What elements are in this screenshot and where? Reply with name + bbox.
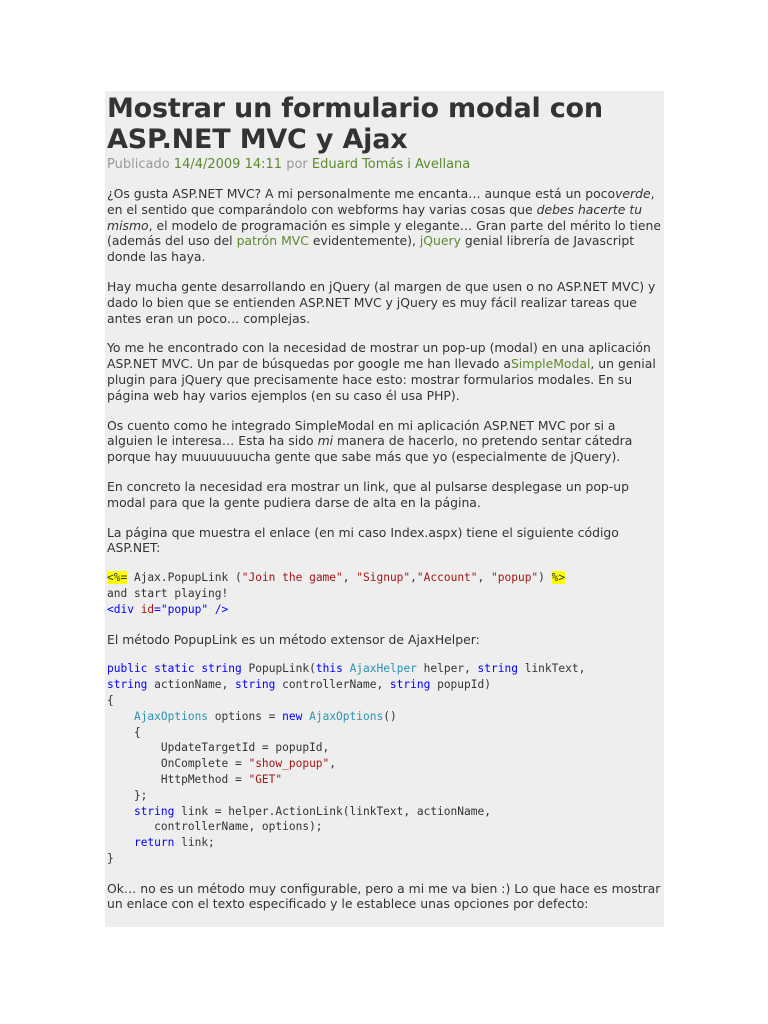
paragraph-4 [107, 418, 661, 465]
emphasis: mi [317, 433, 334, 449]
text-run: , en el sentido que comparándolo con webforms hay varias cosas que [107, 186, 655, 217]
code-token: UpdateTargetId = popupId, [107, 741, 330, 755]
code-token: this [315, 662, 343, 676]
text-run: Os cuento como he integrado SimpleModal en mi aplicación ASP.NET MVC por si a alguien le interesa… Esta ha sido [107, 417, 616, 449]
code-token: popupId) [430, 678, 491, 692]
code-token: = [154, 602, 161, 616]
code-token: PopupLink( [241, 662, 316, 676]
code-token: <div [107, 602, 141, 616]
article-meta [107, 156, 661, 174]
simplemodal-link[interactable]: SimpleModal [510, 356, 591, 372]
code-token: HttpMethod = [107, 772, 249, 786]
code-token: id [140, 602, 155, 616]
paragraph-7: El método PopupLink es un método extensor de AjaxHelper: [107, 631, 480, 647]
code-token: controllerName, [275, 678, 390, 692]
paragraph-1 [107, 186, 661, 265]
text-run: evidentemente), [312, 233, 416, 249]
code-token: helper, [416, 662, 478, 676]
code-token: , [329, 757, 337, 771]
code-token: ) [538, 571, 552, 585]
jquery-link[interactable]: jQuery [419, 233, 461, 249]
paragraph-6: La página que muestra el enlace (en mi caso Index.aspx) tiene el siguiente código ASP.NET: [107, 524, 619, 556]
code-token: string [201, 662, 242, 676]
text-run: Yo me he encontrado con la necesidad de mostrar un pop-up (modal) en una aplicación ASP.NET MVC. Un par de búsquedas por google me han llevado a [107, 340, 651, 372]
text-run: ¿Os gusta ASP.NET MVC? A mi personalmente me encanta… aunque está un poco [107, 186, 616, 201]
code-token: /> [208, 602, 229, 616]
code-token: "popup" [491, 571, 539, 585]
paragraph-2: Hay mucha gente desarrollando en jQuery (al margen de que usen o no ASP.NET MVC) y dado lo bien que se entienden ASP.NET MVC y jQuery es muy fácil realizar tareas que antes eran un poco… complejas. [107, 278, 656, 326]
code-token: linkText, [517, 662, 586, 676]
code-token: Ajax.PopupLink ( [127, 571, 242, 585]
author-link[interactable]: Eduard Tomás i Avellana [311, 157, 471, 172]
code-block-csharp [107, 661, 661, 866]
text-run: , el modelo de programación es simple y elegante… Gran parte del mérito lo tiene (además del uso del [107, 217, 661, 249]
code-token: }; [107, 788, 148, 802]
by-label: por [286, 157, 308, 172]
code-token: <%= [107, 571, 128, 585]
emphasis: verde [615, 186, 651, 201]
code-token: string [133, 804, 175, 818]
code-token: string [107, 678, 148, 692]
code-token: static [154, 662, 195, 676]
code-token: "Signup" [356, 571, 411, 585]
publish-date-link[interactable]: 14/4/2009 14:11 [173, 157, 283, 172]
code-token: new [282, 709, 303, 723]
code-token: actionName, [147, 678, 235, 692]
code-token: string [234, 678, 276, 692]
article-content [105, 91, 664, 912]
code-token: link = helper.ActionLink(linkText, actionName, [174, 804, 491, 818]
title-line-1: Mostrar un formulario modal con [107, 93, 603, 124]
code-token: string [477, 662, 518, 676]
code-token: %> [551, 571, 566, 585]
paragraph-5: En concreto la necesidad era mostrar un link, que al pulsarse desplegase un pop-up modal para que la gente pudiera darse de alta en la página. [107, 478, 629, 510]
emphasis: debes hacerte tu mismo [107, 201, 643, 233]
code-token: return [133, 836, 175, 850]
code-token: "GET" [248, 772, 283, 786]
code-token: "Join the game" [241, 571, 343, 585]
code-token: "show_popup" [248, 757, 330, 771]
code-token: , [477, 571, 492, 585]
code-token: options = [208, 709, 283, 723]
paragraph-8: Ok… no es un método muy configurable, pero a mi me va bien :) Lo que hace es mostrar un enlace con el texto especificado y le establece unas opciones por defecto: [107, 880, 661, 912]
document-page [105, 91, 664, 927]
paragraph-3 [107, 340, 661, 403]
published-label: Publicado [107, 157, 170, 172]
code-token: link; [174, 836, 215, 850]
code-token: , [342, 571, 357, 585]
code-token: string [389, 678, 431, 692]
code-token: AjaxOptions [309, 709, 384, 723]
text-run: genial librería de Javascript donde las haya. [107, 233, 635, 265]
code-token: AjaxHelper [349, 662, 417, 676]
code-token: "Account" [416, 571, 478, 585]
code-token: , [410, 571, 417, 585]
title-line-2: ASP.NET MVC y Ajax [107, 124, 408, 155]
code-token: } [107, 851, 114, 865]
code-token: and start playing! [107, 586, 229, 600]
code-token: { [107, 725, 141, 739]
code-token: public [107, 662, 148, 676]
code-token: controllerName, options); [107, 820, 323, 834]
text-run: , un genial plugin para jQuery que precisamente hace esto: mostrar formularios modales. En su página web hay varios ejemplos (en su caso él usa PHP). [107, 356, 656, 403]
text-run: manera de hacerlo, no pretendo sentar cátedra porque hay muuuuuuucha gente que sabe más que yo (especialmente de jQuery). [107, 433, 633, 465]
code-token: OnComplete = [107, 757, 249, 771]
patron-mvc-link[interactable]: patrón MVC [236, 233, 309, 249]
code-token: () [383, 709, 397, 723]
code-token: AjaxOptions [133, 709, 209, 723]
code-token: "popup" [160, 602, 209, 616]
code-token: { [107, 693, 114, 707]
code-block-aspnet [107, 570, 661, 617]
article-title [107, 91, 661, 155]
